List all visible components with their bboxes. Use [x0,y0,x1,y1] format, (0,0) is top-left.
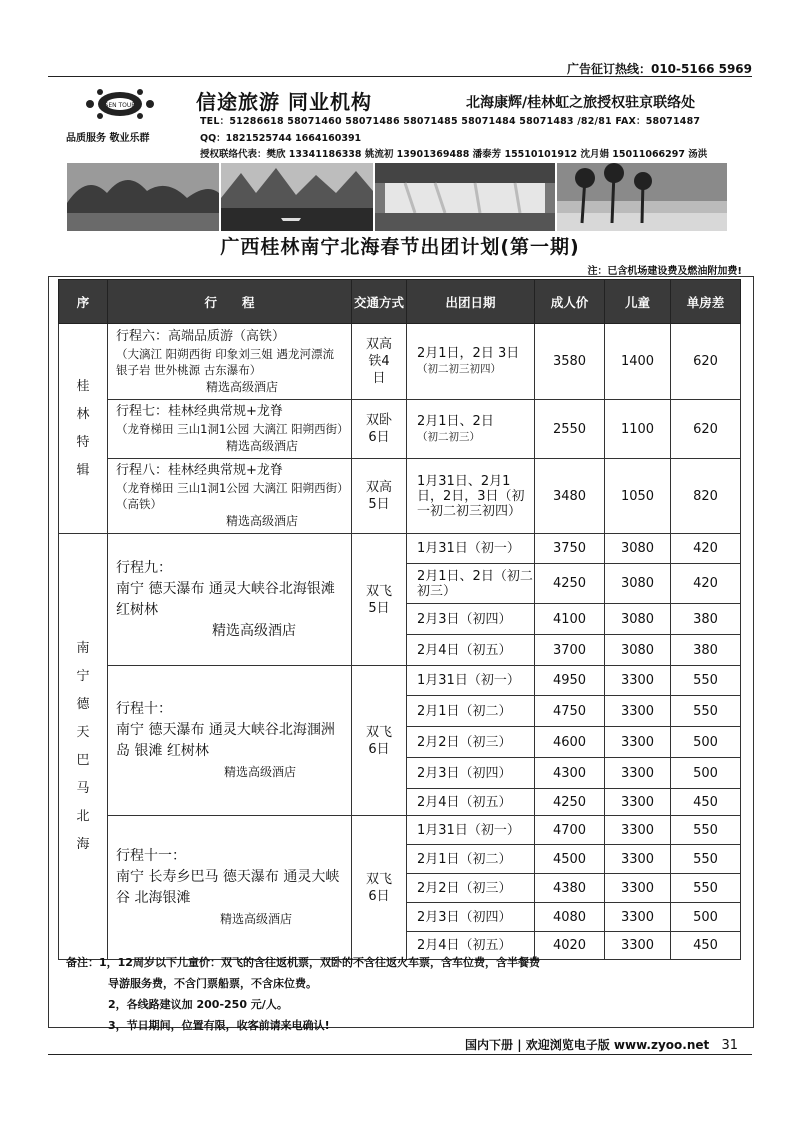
single-supplement: 620 [671,400,741,459]
child-price: 3080 [605,564,671,604]
table-header-row [59,280,741,324]
child-price: 3300 [605,903,671,932]
child-price: 3080 [605,604,671,635]
date-cell: 2月4日（初五） [407,789,535,816]
contacts-line: 授权联络代表：樊欣 13341186338 姚流初 13901369488 潘泰芳 15510101912 沈月娟 15011066297 汤洪 [200,149,708,160]
date-cell: 2月2日（初三） [407,874,535,903]
itinerary-cell [108,666,352,816]
itinerary-cell [108,816,352,960]
transport-cell: 双高5日 [352,459,407,534]
adult-price: 3580 [535,324,605,400]
date-cell: 1月31日（初一） [407,666,535,696]
child-price: 3300 [605,666,671,696]
telephone-line: TEL：51286618 58071460 58071486 58071485 58071484 58071483 /82/81 FAX：58071487 [200,116,701,127]
date-cell: 2月4日（初五） [407,635,535,666]
col-header-transport: 交通方式 [352,280,407,324]
single-supplement: 380 [671,604,741,635]
remarks-label: 备注： [66,956,99,969]
li-river-photo [221,163,373,231]
col-header-itinerary: 行 程 [108,280,352,324]
child-price: 3300 [605,874,671,903]
transport-cell: 双高铁4日 [352,324,407,400]
company-logo [70,84,170,128]
table-row [59,534,741,564]
beihai-beach-photo [557,163,727,231]
single-supplement: 450 [671,932,741,960]
child-price: 3080 [605,534,671,564]
qq-line: QQ：1821525744 1664160391 [200,133,362,144]
itinerary-route: 南宁 长寿乡巴马 德天瀑布 通灵大峡谷 北海银滩 [116,868,340,906]
date-cell: 2月4日（初五） [407,932,535,960]
adult-price: 4750 [535,696,605,727]
detian-waterfall-photo [375,163,555,231]
col-header-date: 出团日期 [407,280,535,324]
child-price: 3080 [605,635,671,666]
adult-price: 4250 [535,564,605,604]
itinerary-cell [108,324,352,400]
adult-price: 4950 [535,666,605,696]
single-supplement: 550 [671,696,741,727]
single-supplement: 820 [671,459,741,534]
hotel-text: 精选高级酒店 [220,911,293,926]
footer-text: 国内下册 | 欢迎浏览电子版 www.zyoo.net [465,1038,710,1052]
child-price: 3300 [605,845,671,874]
authorization-text: 北海康辉/桂林虹之旅授权驻京联络处 [466,95,696,111]
date-cell: 2月1日、2日（初二初三） [407,564,535,604]
footer [465,1036,738,1053]
table-row [59,324,741,400]
table-row [59,666,741,696]
single-supplement: 380 [671,635,741,666]
hotel-text: 精选高级酒店 [224,764,297,779]
single-supplement: 500 [671,727,741,758]
logo-text: SEN TOUR [104,102,136,109]
child-price: 3300 [605,727,671,758]
itinerary-cell [108,400,352,459]
itinerary-spots: （龙脊梯田 三山1洞1公园 大漓江 阳朔西街）（高铁） [116,481,343,511]
adult-price: 4080 [535,903,605,932]
single-supplement: 420 [671,564,741,604]
page-title: 广西桂林南宁北海春节出团计划(第一期) [220,236,580,258]
itinerary-label: 行程十： [116,700,172,717]
karst-river-photo [67,163,219,231]
adult-price: 4600 [535,727,605,758]
adult-price: 4100 [535,604,605,635]
child-price: 3300 [605,696,671,727]
itinerary-spots: （大漓江 阳朔西街 印象刘三姐 遇龙河漂流 银子岩 世外桃源 古东瀑布） [116,346,334,377]
child-price: 3300 [605,789,671,816]
table-row [59,459,741,534]
adult-price: 3750 [535,534,605,564]
single-supplement: 500 [671,903,741,932]
footer-divider [48,1054,752,1055]
single-supplement: 550 [671,845,741,874]
remark-3: 3，节日期间，位置有限，收客前请来电确认! [108,1019,330,1032]
date-cell: 2月3日（初四） [407,604,535,635]
date-cell: 1月31日、2月1日，2日，3日（初一初二初三初四） [407,459,535,534]
table-row [59,816,741,845]
itinerary-label: 行程十一： [116,847,186,864]
company-motto: 品质服务 敬业乐群 [66,133,150,144]
page-number: 31 [721,1038,738,1053]
date-cell: 2月1日（初二） [407,845,535,874]
transport-cell: 双卧6日 [352,400,407,459]
date-cell: 2月1日，2日 3日 （初二初三初四） [407,324,535,400]
date-cell: 2月3日（初四） [407,903,535,932]
remark-2: 2，各线路建议加 200-250 元/人。 [108,998,288,1011]
child-price: 1100 [605,400,671,459]
date-cell: 2月1日（初二） [407,696,535,727]
itinerary-title: 行程六：高端品质游（高铁） [116,328,286,344]
date-cell: 2月1日、2日 （初二初三） [407,400,535,459]
hotel-text: 精选高级酒店 [212,622,296,639]
date-cell: 1月31日（初一） [407,534,535,564]
remarks-block [66,952,540,1036]
adult-price: 4380 [535,874,605,903]
col-header-child: 儿童 [605,280,671,324]
child-price: 1400 [605,324,671,400]
adult-price: 4300 [535,758,605,789]
hotel-text: 精选高级酒店 [206,379,279,394]
single-supplement: 550 [671,666,741,696]
adult-price: 4250 [535,789,605,816]
single-supplement: 500 [671,758,741,789]
itinerary-route: 南宁 德天瀑布 通灵大峡谷北海银滩 红树林 [116,580,335,618]
child-price: 1050 [605,459,671,534]
itinerary-route: 南宁 德天瀑布 通灵大峡谷北海涠洲岛 银滩 红树林 [116,721,335,759]
table-row [59,400,741,459]
date-cell: 2月3日（初四） [407,758,535,789]
adult-price: 3700 [535,635,605,666]
child-price: 3300 [605,932,671,960]
hotel-text: 精选高级酒店 [226,439,299,453]
adult-price: 4700 [535,816,605,845]
transport-cell: 双飞6日 [352,666,407,816]
schedule-table [58,279,741,960]
itinerary-label: 行程九： [116,559,172,576]
col-header-single: 单房差 [671,280,741,324]
remark-1: 1，12周岁以下儿童价：双飞的含往返机票，双卧的不含往返火车票，含车位费，含半餐费 [99,956,540,969]
itinerary-cell [108,534,352,666]
hotel-text: 精选高级酒店 [226,514,299,528]
col-header-index: 序 [59,280,108,324]
transport-cell: 双飞6日 [352,816,407,960]
child-price: 3300 [605,758,671,789]
org-name: 信途旅游 同业机构 [196,90,372,114]
region-nanning: 南宁德天巴马北海 [59,534,108,960]
adult-price: 3480 [535,459,605,534]
itinerary-title: 行程七：桂林经典常规+龙脊 [116,404,283,419]
transport-cell: 双飞5日 [352,534,407,666]
ad-hotline: 广告征订热线：010-5166 5969 [566,62,752,76]
region-guilin: 桂林特辑 [59,324,108,534]
adult-price: 2550 [535,400,605,459]
single-supplement: 450 [671,789,741,816]
itinerary-title: 行程八：桂林经典常规+龙脊 [116,463,283,478]
date-cell: 2月2日（初三） [407,727,535,758]
single-supplement: 550 [671,816,741,845]
top-divider [48,76,752,77]
adult-price: 4020 [535,932,605,960]
itinerary-cell [108,459,352,534]
date-cell: 1月31日（初一） [407,816,535,845]
fee-note: 注：已含机场建设费及燃油附加费! [587,266,742,277]
itinerary-spots: （龙脊梯田 三山1洞1公园 大漓江 阳朔西街） [116,422,349,436]
adult-price: 4500 [535,845,605,874]
single-supplement: 550 [671,874,741,903]
col-header-adult: 成人价 [535,280,605,324]
remark-1b: 导游服务费，不含门票船票，不含床位费。 [108,977,317,990]
child-price: 3300 [605,816,671,845]
single-supplement: 620 [671,324,741,400]
single-supplement: 420 [671,534,741,564]
